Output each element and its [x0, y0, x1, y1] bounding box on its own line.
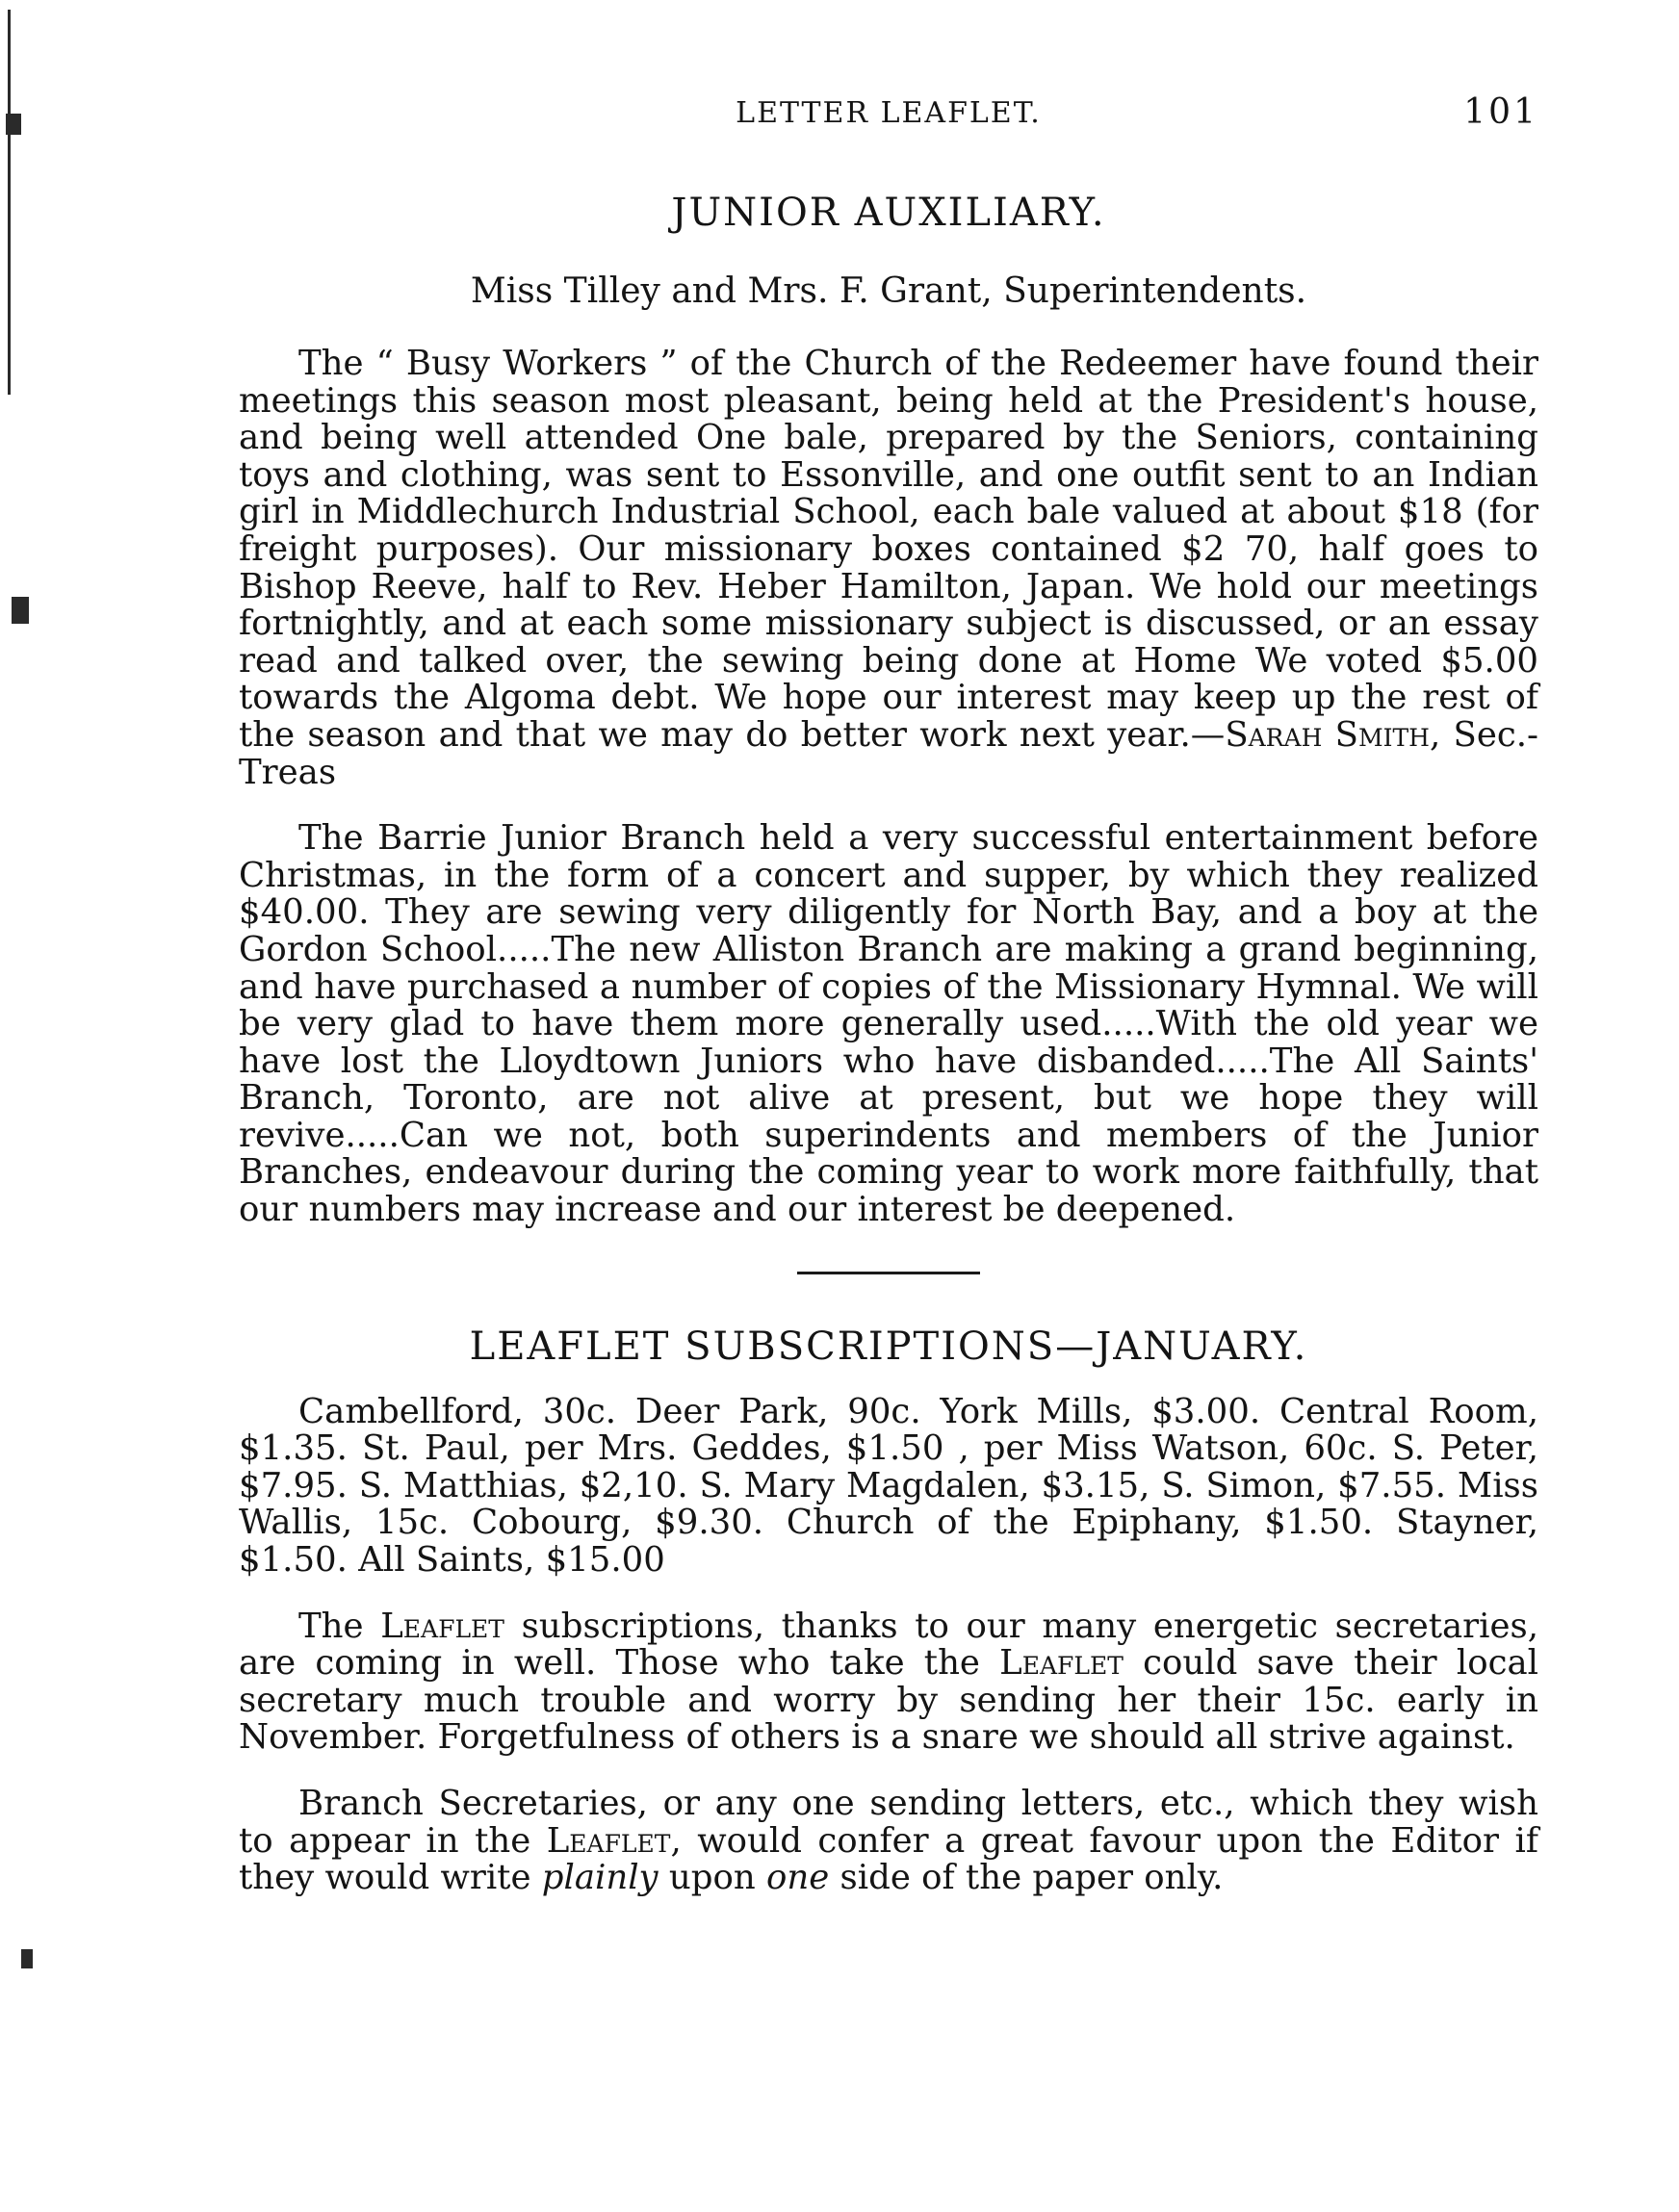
subscriptions-list-paragraph: Cambellford, 30c. Deer Park, 90c. York Mills, $3.00. Central Room, $1.35. St. Paul, per Mrs. Geddes, $1.50 , per Miss Watson, 60c. S. Peter, $7.95. S. Matthias, $2,10. S. Mary Magdalen, $3.15, S. Simon, $7.55. Miss Wallis, 15c. Cobourg, $9.30. Church of the Epiphany, $1.50. Stayner, $1.50. All Saints, $15.00: [239, 1391, 1538, 1581]
leaflet-name: Leaflet: [999, 1643, 1124, 1684]
editor-request-paragraph: [239, 1786, 1538, 1897]
running-head: [239, 92, 1538, 156]
text-run: subscriptions, thanks to our many energetic secretaries, are coming in well. Those who take the: [239, 1606, 1538, 1684]
text-run: The: [298, 1606, 381, 1646]
superintendents-line: Miss Tilley and Mrs. F. Grant, Superintendents.: [470, 271, 1307, 311]
signature-name: Sarah Smith: [1225, 714, 1430, 755]
text-run: could save their local secretary much trouble and worry by sending her their 15c. early in November. Forgetfulness of others is a snare we should all strive against.: [239, 1643, 1538, 1758]
busy-workers-paragraph: [239, 346, 1538, 791]
emphasis-plainly: plainly: [541, 1858, 659, 1898]
scan-edge-mark: [12, 597, 29, 624]
signature-title: , Sec.-Treas: [239, 714, 1539, 792]
page-content: [239, 92, 1539, 1926]
text-run: side of the paper only.: [829, 1858, 1224, 1898]
text-run: Branch Secretaries, or any one sending letters, etc., which they wish to appear in the: [239, 1784, 1538, 1861]
scan-edge-mark: [6, 114, 21, 135]
busy-workers-text: The “ Busy Workers ” of the Church of the Redeemer have found their meetings this season most pleasant, being held at the President's house, and being well attended One bale, prepared by the Seniors, containing toys and clothing, was sent to Essonville, and one outfit sent to an Indian girl in Middlechurch Industrial School, each bale valued at about $18 (for freight purposes). Our missionary boxes contained $2 70, half goes to Bishop Reeve, half to Rev. Heber Hamilton, Japan. We hold our meetings fortnightly, and at each some missionary subject is discussed, or an essay read and talked over, the sewing being done at Home We voted $5.00 towards the Algoma debt. We hope our interest may keep up the rest of the season and that we may do better work next year.—: [239, 344, 1538, 755]
text-run: , would confer a great favour upon the Editor if they would write: [239, 1820, 1538, 1898]
barrie-branch-paragraph: The Barrie Junior Branch held a very successful entertainment before Christmas, in the form of a concert and supper, by which they realized $40.00. They are sewing very diligently for North Bay, and a boy at the Gordon School.....The new Alliston Branch are making a grand beginning, and have purchased a number of copies of the Missionary Hymnal. We will be very glad to have them more generally used.....With the old year we have lost the Lloydtown Juniors who have disbanded.....The All Saints' Branch, Toronto, are not alive at present, but we hope they will revive.....Can we not, both superindents and members of the Junior Branches, endeavour during the coming year to work more faithfully, that our numbers may increase and our interest be deepened.: [239, 818, 1538, 1230]
running-title: LETTER LEAFLET.: [736, 96, 1042, 130]
scan-edge-mark: [21, 1949, 33, 1968]
section-title-leaflet-subscriptions: LEAFLET SUBSCRIPTIONS—JANUARY.: [469, 1324, 1308, 1369]
emphasis-one: one: [766, 1858, 830, 1898]
section-divider: [797, 1272, 980, 1274]
section-title-junior-auxiliary: JUNIOR AUXILIARY.: [671, 191, 1106, 235]
leaflet-name: Leaflet: [546, 1820, 671, 1861]
leaflet-name: Leaflet: [380, 1606, 504, 1646]
page-number: 101: [1463, 92, 1538, 132]
scan-edge-mark: [8, 10, 11, 395]
text-run: upon: [658, 1858, 767, 1898]
subscriptions-note-paragraph: [239, 1608, 1538, 1757]
